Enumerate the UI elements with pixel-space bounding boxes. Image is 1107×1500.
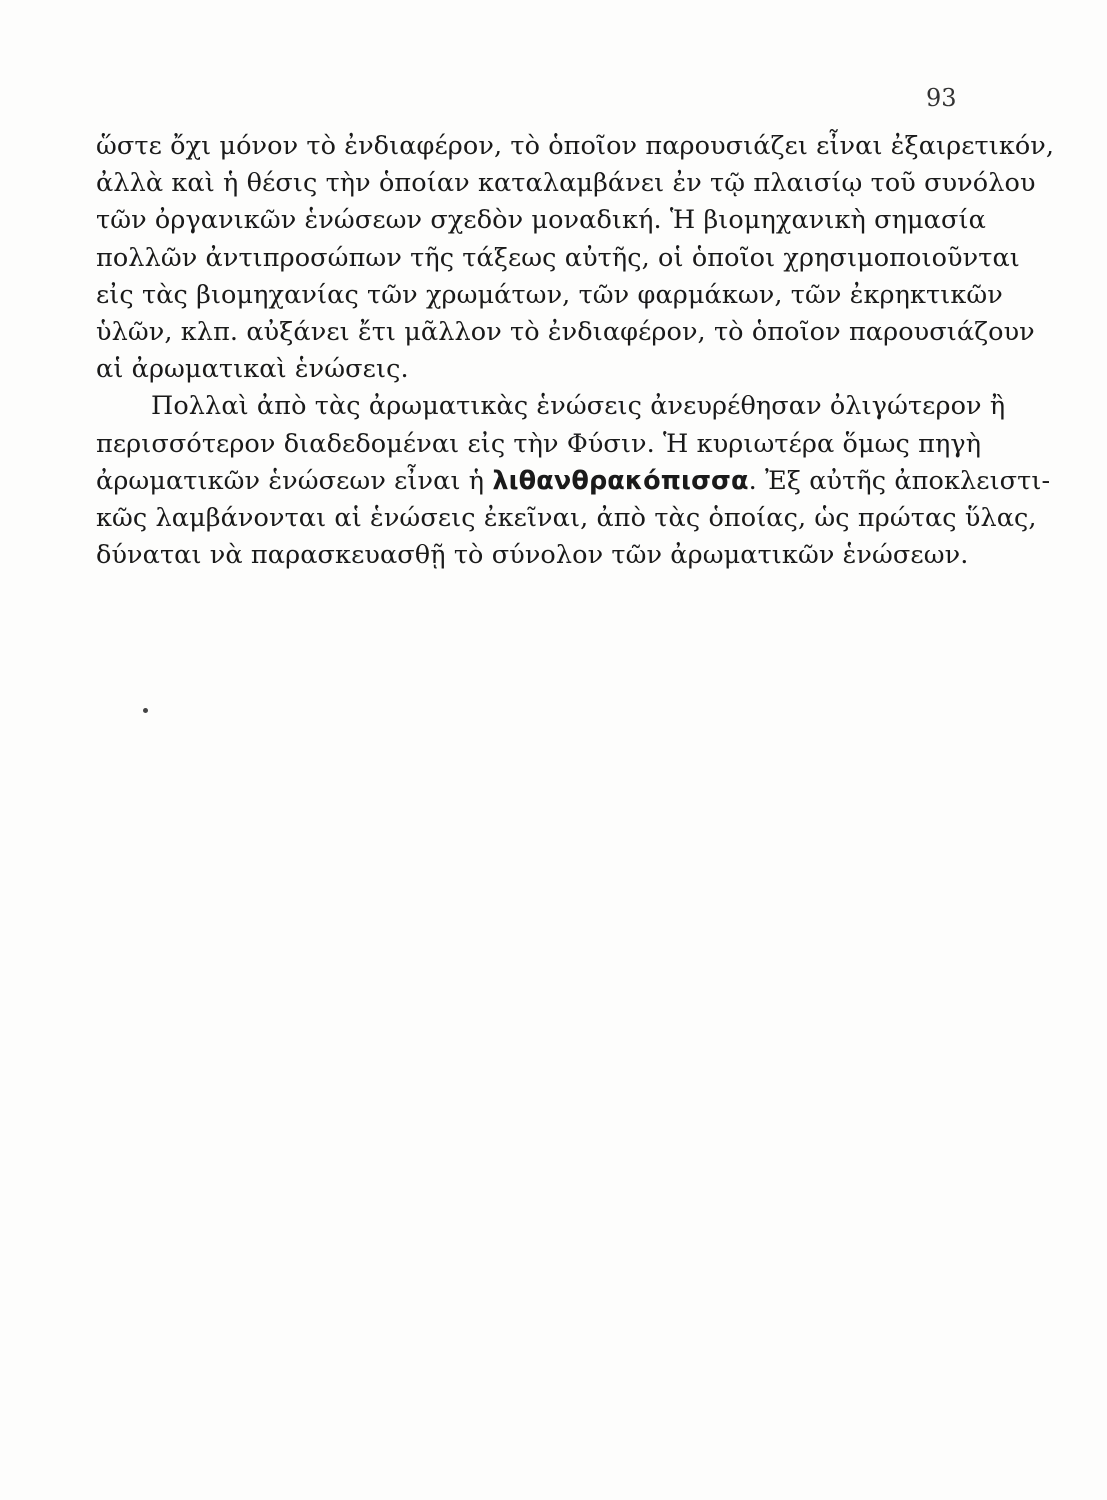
bold-term: λιθανθρακόπισσα <box>492 465 749 496</box>
text-fragment: ἀρωματικῶν ἑνώσεων εἶναι ἡ <box>96 465 493 496</box>
text-line: πολλῶν ἀντιπροσώπων τῆς τάξεως αὐτῆς, οἱ ὁποῖοι χρησιμοποιοῦνται <box>96 242 1020 273</box>
paragraph-2 <box>96 388 1051 574</box>
body-text <box>96 128 1055 574</box>
paragraph-1 <box>96 128 1055 388</box>
text-line: τῶν ὀργανικῶν ἑνώσεων σχεδὸν μοναδική. Ἡ βιομηχανικὴ σημασία <box>96 205 986 236</box>
text-line-with-bold-term <box>96 463 1051 500</box>
text-line: ἀλλὰ καὶ ἡ θέσις τὴν ὁποίαν καταλαμβάνει ἐν τῷ πλαισίῳ τοῦ συνόλου <box>96 168 1036 199</box>
ink-speck <box>143 708 148 713</box>
text-line: δύναται νὰ παρασκευασθῇ τὸ σύνολον τῶν ἀρωματικῶν ἑνώσεων. <box>96 540 969 571</box>
text-line: ὥστε ὄχι μόνον τὸ ἐνδιαφέρον, τὸ ὁποῖον παρουσιάζει εἶναι ἐξαιρετικόν, <box>96 131 1055 161</box>
text-fragment: . Ἐξ αὐτῆς ἀποκλειστι- <box>748 465 1051 496</box>
text-line: αἱ ἀρωματικαὶ ἑνώσεις. <box>96 354 409 385</box>
text-line: Πολλαὶ ἀπὸ τὰς ἀρωματικὰς ἑνώσεις ἀνευρέθησαν ὀλιγώτερον ἢ <box>151 391 1006 422</box>
page-number: 93 <box>926 84 957 112</box>
text-line: εἰς τὰς βιομηχανίας τῶν χρωμάτων, τῶν φαρμάκων, τῶν ἐκρηκτικῶν <box>96 279 1003 310</box>
text-line: ὑλῶν, κλπ. αὐξάνει ἔτι μᾶλλον τὸ ἐνδιαφέρον, τὸ ὁποῖον παρουσιάζουν <box>96 317 1035 348</box>
text-line: περισσότερον διαδεδομέναι εἰς τὴν Φύσιν. Ἡ κυριωτέρα ὅμως πηγὴ <box>96 428 982 459</box>
text-line: κῶς λαμβάνονται αἱ ἑνώσεις ἐκεῖναι, ἀπὸ τὰς ὁποίας, ὡς πρώτας ὕλας, <box>96 503 1037 534</box>
